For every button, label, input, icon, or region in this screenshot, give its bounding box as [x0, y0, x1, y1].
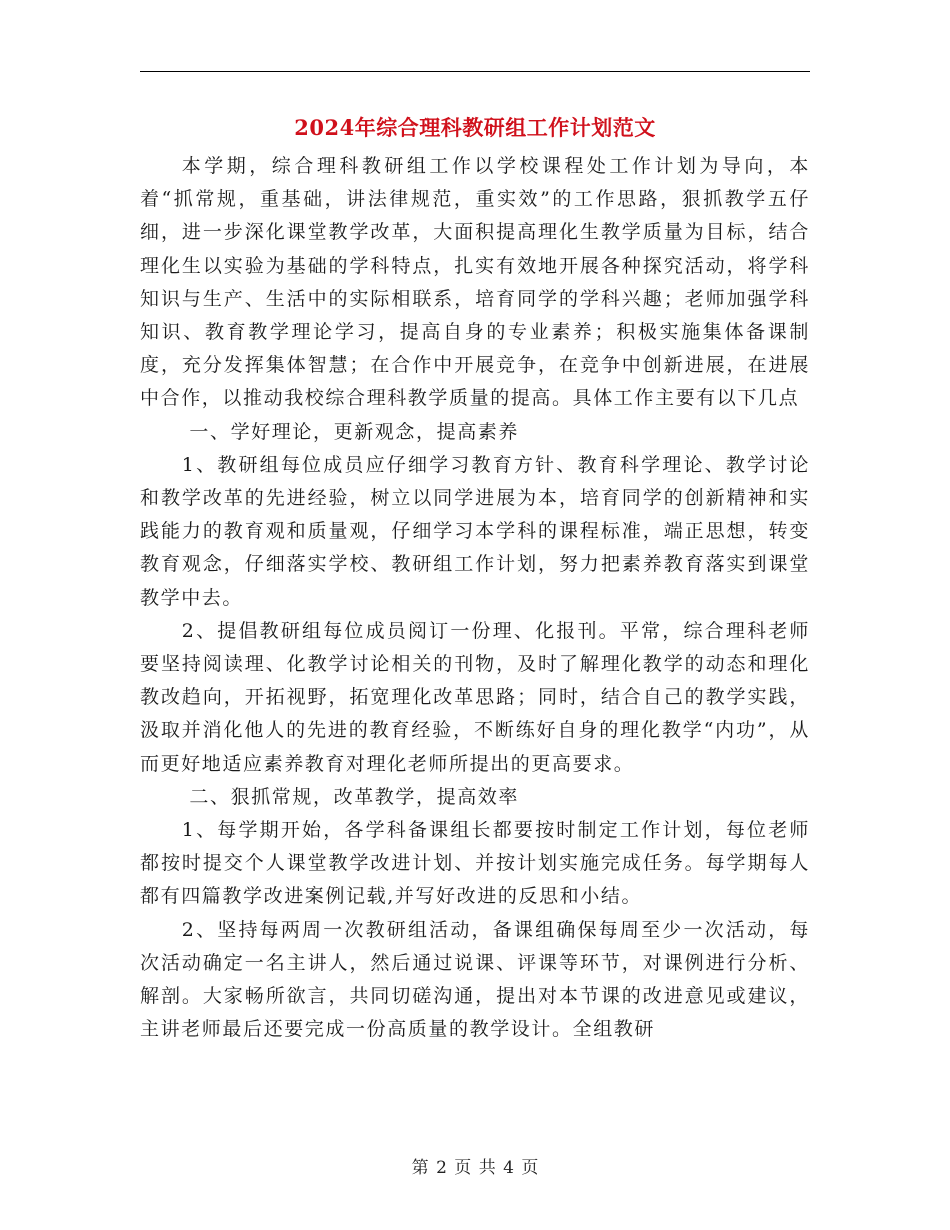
- page-number: 第 2 页 共 4 页: [411, 1158, 539, 1178]
- document-body: [140, 150, 810, 1046]
- section-heading-2: 二、狠抓常规，改革教学，提高效率: [189, 785, 519, 808]
- section-heading-1: 一、学好理论，更新观念，提高素养: [189, 420, 519, 443]
- section-2-item-2: 2、坚持每两周一次教研组活动，备课组确保每周至少一次活动，每次活动确定一名主讲人，然后通过说课、评课等环节，对课例进行分析、解剖。大家畅所欲言，共同切磋沟通，提出对本节课的改进意见或建议，主讲老师最后还要完成一份高质量的教学设计。全组教研: [140, 918, 810, 1041]
- header-rule: [140, 71, 810, 72]
- section-1-item-1: 1、教研组每位成员应仔细学习教育方针、教育科学理论、教学讨论和教学改革的先进经验，树立以同学进展为本，培育同学的创新精神和实践能力的教育观和质量观，仔细学习本学科的课程标准，端正思想，转变教育观念，仔细落实学校、教研组工作计划，努力把素养教育落实到课堂教学中去。: [140, 453, 810, 609]
- intro-paragraph: 本学期，综合理科教研组工作以学校课程处工作计划为导向，本着“抓常规，重基础，讲法律规范，重实效”的工作思路，狠抓教学五仔细，进一步深化课堂教学改革，大面积提高理化生教学质量为目标，结合理化生以实验为基础的学科特点，扎实有效地开展各种探究活动，将学科知识与生产、生活中的实际相联系，培育同学的学科兴趣；老师加强学科知识、教育教学理论学习，提高自身的专业素养；积极实施集体备课制度，充分发挥集体智慧；在合作中开展竞争，在竞争中创新进展，在进展中合作，以推动我校综合理科教学质量的提高。具体工作主要有以下几点: [140, 155, 810, 410]
- section-2-item-1: 1、每学期开始，各学科备课组长都要按时制定工作计划，每位老师都按时提交个人课堂教学改进计划、并按计划实施完成任务。每学期每人都有四篇教学改进案例记载,并写好改进的反思和小结。: [140, 819, 810, 908]
- document-title: 2024年综合理科教研组工作计划范文: [294, 115, 656, 140]
- section-1-item-2: 2、提倡教研组每位成员阅订一份理、化报刊。平常，综合理科老师要坚持阅读理、化教学讨论相关的刊物，及时了解理化教学的动态和理化教改趋向，开拓视野，拓宽理化改革思路；同时，结合自己的教学实践，汲取并消化他人的先进的教育经验，不断练好自身的理化教学“内功”，从而更好地适应素养教育对理化老师所提出的更高要求。: [140, 619, 810, 775]
